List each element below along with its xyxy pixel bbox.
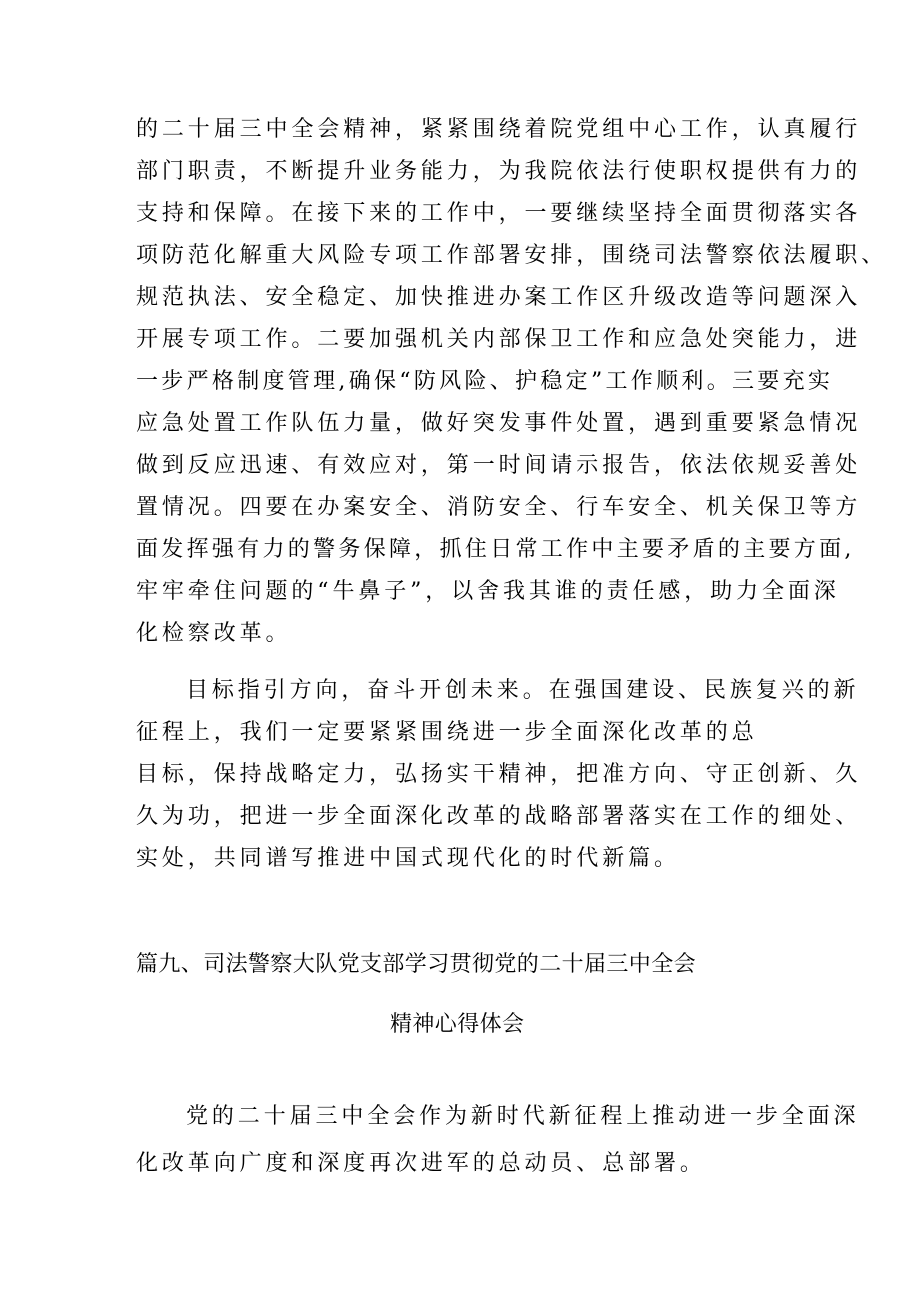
- paragraph-line: 的二十届三中全会精神，紧紧围绕着院党组中心工作，认真履行: [136, 117, 862, 142]
- paragraph-line: 征程上，我们一定要紧紧围绕进一步全面深化改革的总: [136, 720, 758, 745]
- paragraph-line: 开展专项工作。二要加强机关内部保卫工作和应急处突能力，进: [136, 327, 862, 352]
- paragraph-line: 部门职责，不断提升业务能力，为我院依法行使职权提供有力的: [136, 159, 862, 184]
- paragraph-line: 规范执法、安全稳定、加快推进办案工作区升级改造等问题深入: [136, 285, 862, 310]
- paragraph-line: 目标指引方向，奋斗开创未来。在强国建设、民族复兴的新: [186, 678, 860, 703]
- paragraph-line: 面发挥强有力的警务保障，抓住日常工作中主要矛盾的主要方面,: [136, 537, 855, 562]
- paragraph-line: 久为功，把进一步全面深化改革的战略部署落实在工作的细处、: [136, 804, 862, 829]
- paragraph-line: 置情况。四要在办案安全、消防安全、行车安全、机关保卫等方: [136, 495, 862, 520]
- paragraph-line: 应急处置工作队伍力量，做好突发事件处置，遇到重要紧急情况: [136, 411, 862, 436]
- section-heading-line-2: 精神心得体会: [390, 1012, 525, 1037]
- paragraph-line: 支持和保障。在接下来的工作中，一要继续坚持全面贯彻落实各: [136, 201, 862, 226]
- paragraph-line: 项防范化解重大风险专项工作部署安排，围绕司法警察依法履职、: [136, 243, 888, 268]
- paragraph-line: 做到反应迅速、有效应对，第一时间请示报告，依法依规妥善处: [136, 453, 862, 478]
- paragraph-line: 实处，共同谱写推进中国式现代化的时代新篇。: [136, 846, 680, 871]
- paragraph-line: 党的二十届三中全会作为新时代新征程上推动进一步全面深: [186, 1104, 860, 1129]
- paragraph-line: 化改革向广度和深度再次进军的总动员、总部署。: [136, 1151, 706, 1176]
- paragraph-line: 一步严格制度管理,确保“防风险、护稳定”工作顺利。三要充实: [136, 369, 834, 394]
- paragraph-line: 目标，保持战略定力，弘扬实干精神，把准方向、守正创新、久: [136, 762, 862, 787]
- section-heading-line-1: 篇九、司法警察大队党支部学习贯彻党的二十届三中全会: [136, 952, 697, 977]
- paragraph-line: 牢牢牵住问题的“牛鼻子”，以舍我其谁的责任感，助力全面深: [136, 579, 840, 604]
- paragraph-line: 化检察改革。: [136, 621, 292, 646]
